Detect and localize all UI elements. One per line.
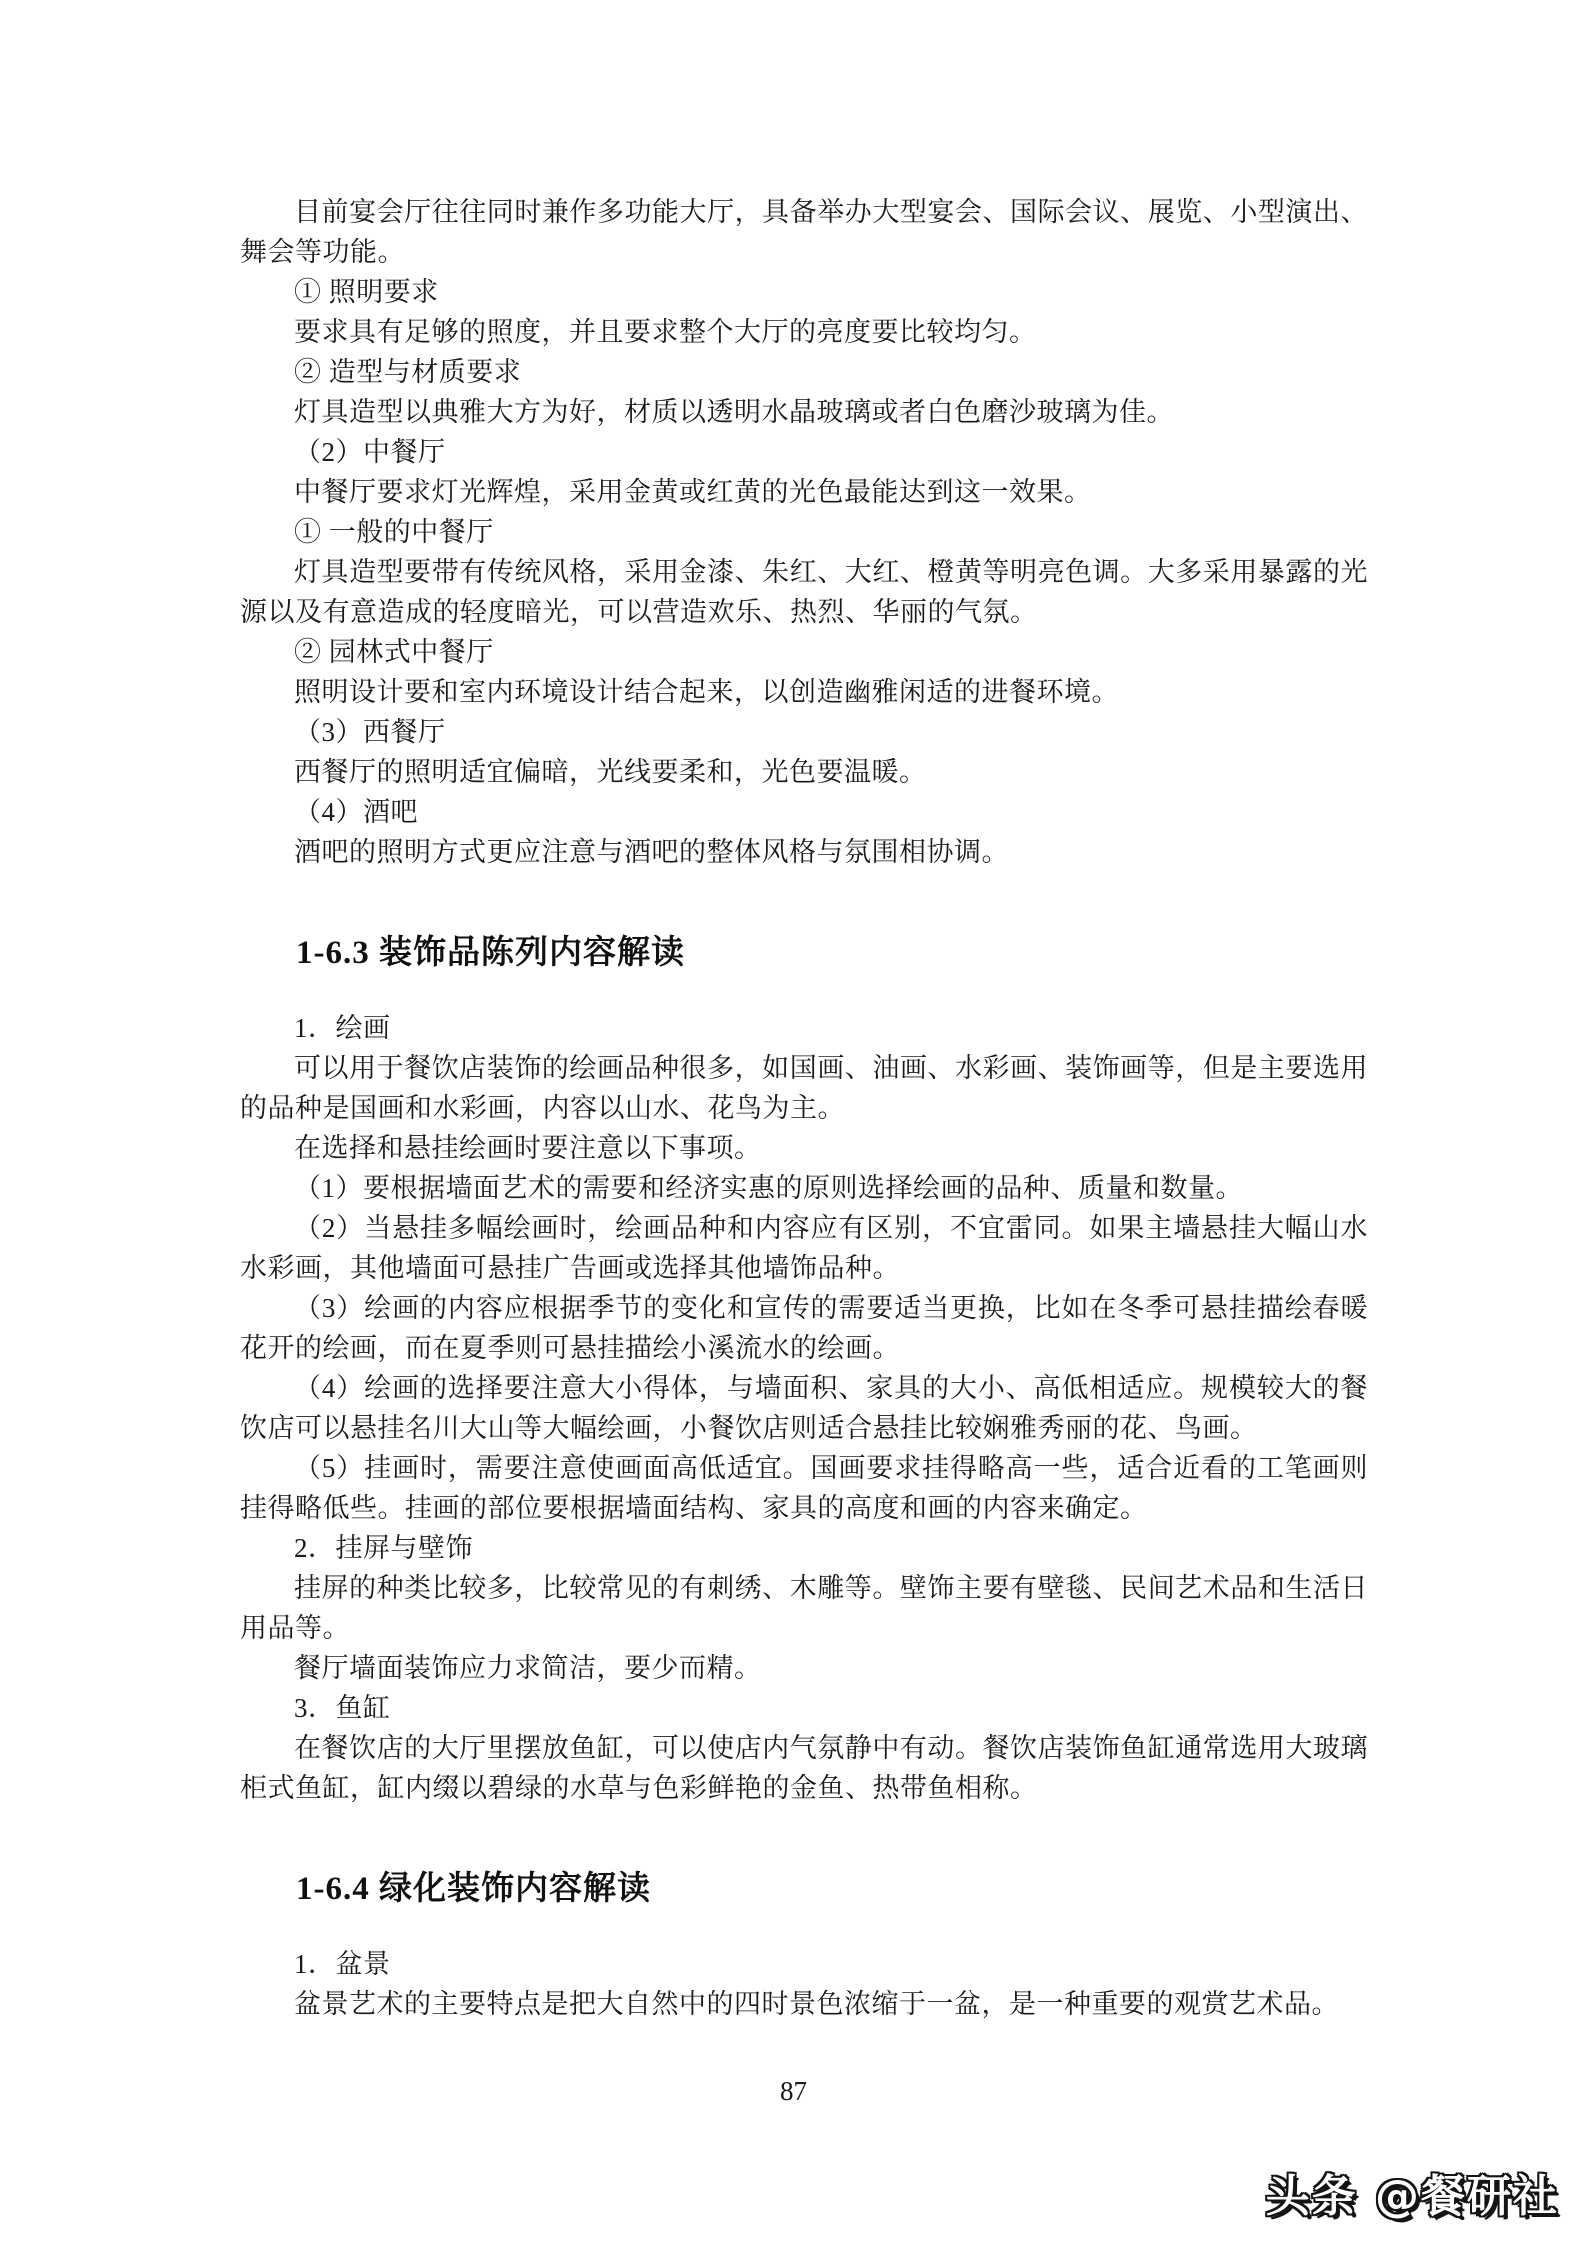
- section-heading: 1-6.4 绿化装饰内容解读: [296, 1871, 651, 1907]
- watermark: 头条 @餐研社: [1265, 2171, 1559, 2222]
- paragraph: ② 造型与材质要求: [294, 357, 522, 387]
- paragraph: 西餐厅的照明适宜偏暗，光线要柔和，光色要温暖。: [294, 757, 927, 787]
- paragraph: 可以用于餐饮店装饰的绘画品种很多，如国画、油画、水彩画、装饰画等，但是主要选用的品种是国画和水彩画，内容以山水、花鸟为主。: [240, 1053, 1368, 1123]
- paragraph: 盆景艺术的主要特点是把大自然中的四时景色浓缩于一盆，是一种重要的观赏艺术品。: [294, 1989, 1339, 2019]
- paragraph: 酒吧的照明方式更应注意与酒吧的整体风格与氛围相协调。: [294, 837, 1009, 867]
- paragraph: 3．鱼缸: [294, 1693, 391, 1723]
- paragraph: ① 一般的中餐厅: [294, 517, 494, 547]
- paragraph: （3）绘画的内容应根据季节的变化和宣传的需要适当更换，比如在冬季可悬挂描绘春暖花开的绘画，而在夏季则可悬挂描绘小溪流水的绘画。: [240, 1293, 1368, 1363]
- paragraph: ② 园林式中餐厅: [294, 637, 494, 667]
- paragraph: 目前宴会厅往往同时兼作多功能大厅，具备举办大型宴会、国际会议、展览、小型演出、舞会等功能。: [240, 197, 1368, 267]
- paragraph: ① 照明要求: [294, 277, 439, 307]
- paragraph: 1．盆景: [294, 1949, 391, 1979]
- paragraph: 1．绘画: [294, 1013, 391, 1043]
- paragraph: （4）绘画的选择要注意大小得体，与墙面积、家具的大小、高低相适应。规模较大的餐饮店可以悬挂名川大山等大幅绘画，小餐饮店则适合悬挂比较娴雅秀丽的花、鸟画。: [240, 1373, 1368, 1443]
- paragraph: （1）要根据墙面艺术的需要和经济实惠的原则选择绘画的品种、质量和数量。: [294, 1173, 1243, 1203]
- paragraph: 在餐饮店的大厅里摆放鱼缸，可以使店内气氛静中有动。餐饮店装饰鱼缸通常选用大玻璃柜式鱼缸，缸内缀以碧绿的水草与色彩鲜艳的金鱼、热带鱼相称。: [240, 1733, 1368, 1803]
- paragraph: （4）酒吧: [294, 797, 418, 827]
- paragraph: 要求具有足够的照度，并且要求整个大厅的亮度要比较均匀。: [294, 317, 1037, 347]
- paragraph: （5）挂画时，需要注意使画面高低适宜。国画要求挂得略高一些，适合近看的工笔画则挂得略低些。挂画的部位要根据墙面结构、家具的高度和画的内容来确定。: [240, 1453, 1368, 1523]
- paragraph: 2．挂屏与壁饰: [294, 1533, 473, 1563]
- document-body: [240, 192, 1368, 2024]
- paragraph: 挂屏的种类比较多，比较常见的有刺绣、木雕等。壁饰主要有壁毯、民间艺术品和生活日用品等。: [240, 1573, 1368, 1643]
- paragraph: 灯具造型要带有传统风格，采用金漆、朱红、大红、橙黄等明亮色调。大多采用暴露的光源以及有意造成的轻度暗光，可以营造欢乐、热烈、华丽的气氛。: [240, 557, 1368, 627]
- paragraph: （2）中餐厅: [294, 437, 446, 467]
- paragraph: 在选择和悬挂绘画时要注意以下事项。: [294, 1133, 762, 1163]
- paragraph: 照明设计要和室内环境设计结合起来，以创造幽雅闲适的进餐环境。: [294, 677, 1119, 707]
- paragraph: 中餐厅要求灯光辉煌，采用金黄或红黄的光色最能达到这一效果。: [294, 477, 1092, 507]
- section-heading: 1-6.3 装饰品陈列内容解读: [296, 935, 685, 971]
- paragraph: 餐厅墙面装饰应力求简洁，要少而精。: [294, 1653, 762, 1683]
- page-number: 87: [780, 2076, 807, 2106]
- paragraph: 灯具造型以典雅大方为好，材质以透明水晶玻璃或者白色磨沙玻璃为佳。: [294, 397, 1174, 427]
- paragraph: （3）西餐厅: [294, 717, 446, 747]
- paragraph: （2）当悬挂多幅绘画时，绘画品种和内容应有区别，不宜雷同。如果主墙悬挂大幅山水水彩画，其他墙面可悬挂广告画或选择其他墙饰品种。: [240, 1213, 1368, 1283]
